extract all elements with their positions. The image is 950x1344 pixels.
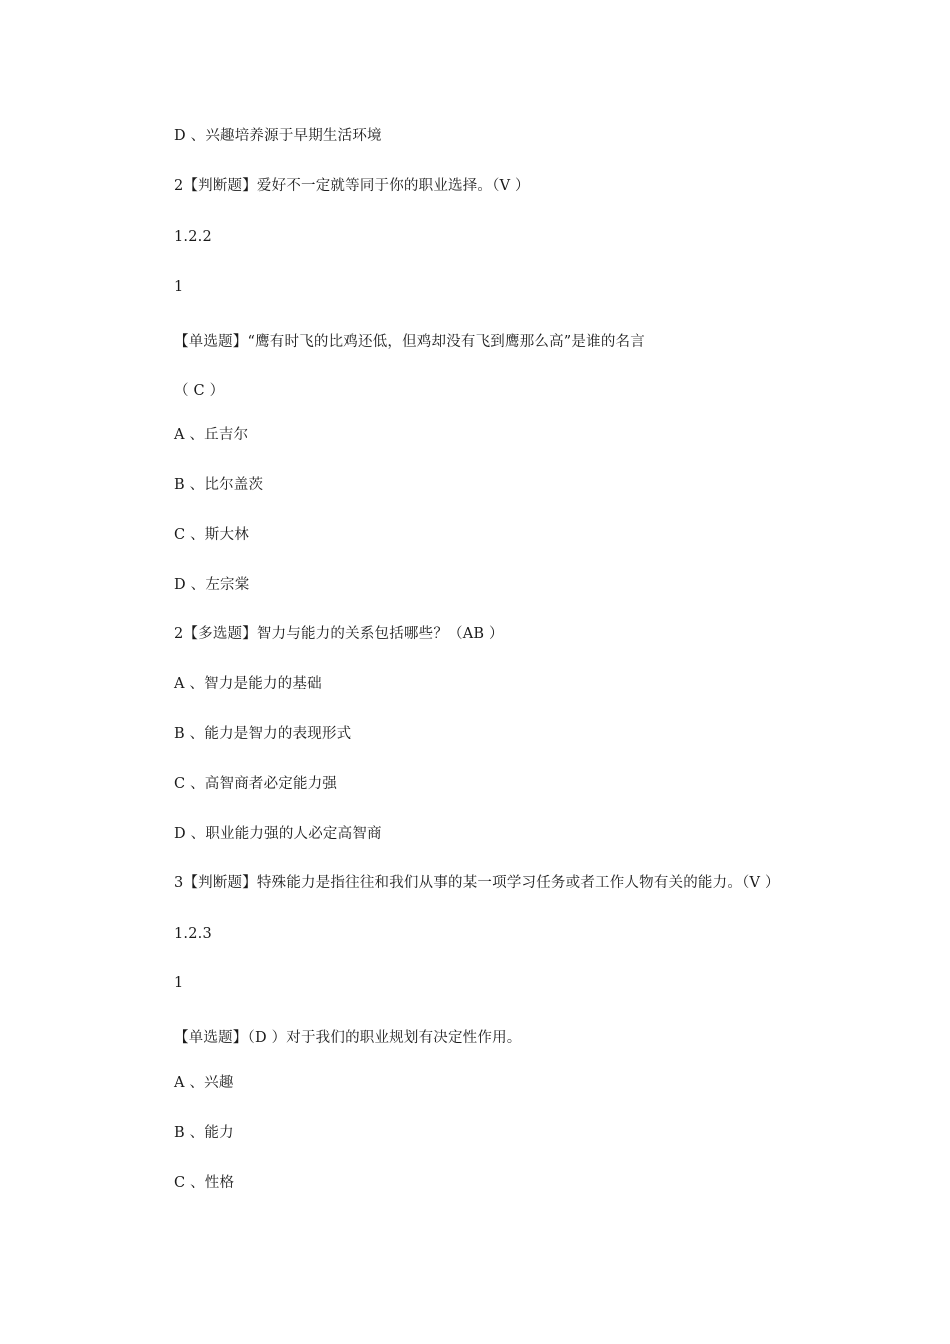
- option-line: A 、兴趣: [174, 1075, 234, 1091]
- question-line: 3【判断题】特殊能力是指往往和我们从事的某一项学习任务或者工作人物有关的能力。（V ）: [174, 875, 780, 891]
- option-line: A 、丘吉尔: [174, 427, 249, 443]
- item-number: 1: [174, 975, 184, 991]
- option-line: D 、左宗棠: [174, 577, 250, 593]
- question-line: 【单选题】“鹰有时飞的比鸡还低，但鸡却没有飞到鹰那么高”是谁的名言: [174, 334, 645, 350]
- section-number: 1.2.2: [174, 229, 212, 245]
- item-number: 1: [174, 279, 184, 295]
- question-line: 【单选题】（D ）对于我们的职业规划有决定性作用。: [174, 1030, 522, 1046]
- question-line: 2【多选题】智力与能力的关系包括哪些？（AB ）: [174, 626, 504, 642]
- option-line: C 、性格: [174, 1175, 235, 1191]
- option-line: C 、高智商者必定能力强: [174, 776, 338, 792]
- option-line: C 、斯大林: [174, 527, 249, 543]
- option-line: A 、智力是能力的基础: [174, 676, 322, 692]
- option-line: B 、比尔盖茨: [174, 477, 264, 493]
- option-line: D 、兴趣培养源于早期生活环境: [174, 128, 382, 144]
- option-line: D 、职业能力强的人必定高智商: [174, 826, 382, 842]
- option-line: B 、能力: [174, 1125, 234, 1141]
- section-number: 1.2.3: [174, 926, 212, 942]
- question-line: 2【判断题】爱好不一定就等同于你的职业选择。（V ）: [174, 178, 530, 194]
- answer-line: （ C ）: [174, 383, 225, 399]
- option-line: B 、能力是智力的表现形式: [174, 726, 352, 742]
